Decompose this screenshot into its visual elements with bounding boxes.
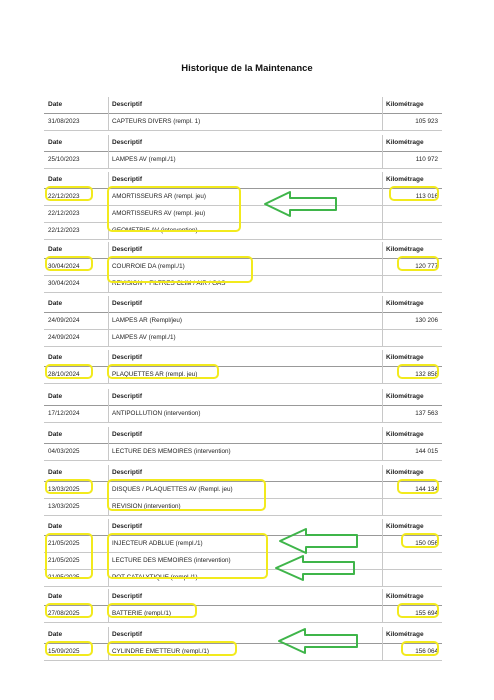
highlight-oval bbox=[45, 603, 93, 618]
column-divider bbox=[382, 389, 383, 423]
header-date: Date bbox=[48, 393, 63, 400]
highlight-oval bbox=[45, 256, 93, 271]
row-kilometrage: 150 056 bbox=[415, 540, 438, 547]
column-divider bbox=[382, 589, 383, 623]
header-kilometrage: Kilométrage bbox=[386, 393, 424, 400]
row-kilometrage: 132 858 bbox=[415, 371, 438, 378]
maintenance-block bbox=[44, 135, 442, 169]
row-kilometrage: 130 206 bbox=[415, 317, 438, 324]
column-divider bbox=[382, 519, 383, 587]
row-descriptif: LAMPES AV (rempl./1) bbox=[112, 156, 176, 163]
highlight-oval bbox=[107, 186, 241, 232]
header-descriptif: Descriptif bbox=[112, 523, 142, 530]
maintenance-block bbox=[44, 296, 442, 347]
row-kilometrage: 155 694 bbox=[415, 610, 438, 617]
column-divider bbox=[382, 427, 383, 461]
row-descriptif: DISQUES / PLAQUETTES AV (Rempl. jeu) bbox=[112, 486, 233, 493]
row-date: 22/12/2023 bbox=[48, 193, 80, 200]
column-divider bbox=[108, 296, 109, 347]
row-kilometrage: 144 015 bbox=[415, 448, 438, 455]
highlight-oval bbox=[401, 641, 439, 656]
row-date: 22/12/2023 bbox=[48, 227, 80, 234]
highlight-oval bbox=[397, 256, 439, 271]
page-title: Historique de la Maintenance bbox=[181, 63, 313, 74]
header-kilometrage: Kilométrage bbox=[386, 431, 424, 438]
column-divider bbox=[382, 135, 383, 169]
row-descriptif: ANTIPOLLUTION (intervention) bbox=[112, 410, 201, 417]
row-descriptif: COURROIE DA (rempl./1) bbox=[112, 263, 185, 270]
highlight-oval bbox=[401, 533, 439, 548]
row-descriptif: LECTURE DES MEMOIRES (intervention) bbox=[112, 448, 231, 455]
highlight-oval bbox=[45, 186, 93, 201]
row-date: 31/08/2023 bbox=[48, 118, 80, 125]
column-divider bbox=[382, 627, 383, 661]
header-date: Date bbox=[48, 300, 63, 307]
row-kilometrage: 156 064 bbox=[415, 648, 438, 655]
column-divider bbox=[382, 296, 383, 347]
row-descriptif: LAMPES AV (rempl./1) bbox=[112, 334, 176, 341]
highlight-oval bbox=[397, 603, 439, 618]
row-kilometrage: 105 923 bbox=[415, 118, 438, 125]
row-kilometrage: 110 972 bbox=[415, 156, 438, 163]
maintenance-block bbox=[44, 589, 442, 623]
highlight-oval bbox=[45, 364, 93, 379]
row-date: 28/10/2024 bbox=[48, 371, 80, 378]
row-date: 13/03/2025 bbox=[48, 486, 80, 493]
highlight-oval bbox=[107, 479, 266, 511]
header-date: Date bbox=[48, 431, 63, 438]
column-divider bbox=[108, 97, 109, 131]
header-kilometrage: Kilométrage bbox=[386, 246, 424, 253]
highlight-oval bbox=[45, 479, 93, 494]
highlight-oval bbox=[397, 479, 439, 494]
header-kilometrage: Kilométrage bbox=[386, 593, 424, 600]
row-descriptif: LAMPES AR (Rempl/jeu) bbox=[112, 317, 182, 324]
column-divider bbox=[108, 389, 109, 423]
header-kilometrage: Kilométrage bbox=[386, 354, 424, 361]
highlight-oval bbox=[45, 641, 93, 656]
header-descriptif: Descriptif bbox=[112, 631, 142, 638]
column-divider bbox=[382, 172, 383, 240]
row-date: 13/03/2025 bbox=[48, 503, 80, 510]
row-kilometrage: 137 563 bbox=[415, 410, 438, 417]
row-date: 30/04/2024 bbox=[48, 263, 80, 270]
header-kilometrage: Kilométrage bbox=[386, 139, 424, 146]
row-descriptif: AMORTISSEURS AR (rempl. jeu) bbox=[112, 193, 207, 200]
row-date: 15/09/2025 bbox=[48, 648, 80, 655]
row-descriptif: REVISION + FILTRES CLIM / AIR / GAS bbox=[112, 280, 226, 287]
row-kilometrage: 144 134 bbox=[415, 486, 438, 493]
highlight-oval bbox=[107, 256, 253, 283]
highlight-oval bbox=[107, 641, 237, 656]
highlight-oval bbox=[107, 603, 197, 618]
row-date: 17/12/2024 bbox=[48, 410, 80, 417]
header-date: Date bbox=[48, 593, 63, 600]
highlight-oval bbox=[389, 186, 439, 201]
highlight-oval bbox=[107, 533, 268, 579]
row-kilometrage: 113 016 bbox=[415, 193, 438, 200]
header-descriptif: Descriptif bbox=[112, 593, 142, 600]
row-date: 21/05/2025 bbox=[48, 540, 80, 547]
row-date: 21/05/2025 bbox=[48, 557, 80, 564]
header-descriptif: Descriptif bbox=[112, 139, 142, 146]
row-date: 25/10/2023 bbox=[48, 156, 80, 163]
row-date: 04/03/2025 bbox=[48, 448, 80, 455]
header-kilometrage: Kilométrage bbox=[386, 101, 424, 108]
row-descriptif: AMORTISSEURS AV (rempl. jeu) bbox=[112, 210, 206, 217]
header-date: Date bbox=[48, 246, 63, 253]
header-date: Date bbox=[48, 176, 63, 183]
row-descriptif: INJECTEUR ADBLUE (rempl./1) bbox=[112, 540, 203, 547]
header-descriptif: Descriptif bbox=[112, 469, 142, 476]
header-kilometrage: Kilométrage bbox=[386, 631, 424, 638]
row-descriptif: REVISION (intervention) bbox=[112, 503, 181, 510]
row-descriptif: PLAQUETTES AR (rempl. jeu) bbox=[112, 371, 198, 378]
row-descriptif: CYLINDRE EMETTEUR (rempl./1) bbox=[112, 648, 209, 655]
header-kilometrage: Kilométrage bbox=[386, 523, 424, 530]
highlight-oval bbox=[45, 533, 93, 579]
maintenance-block bbox=[44, 350, 442, 384]
row-date: 24/09/2024 bbox=[48, 317, 80, 324]
maintenance-block bbox=[44, 97, 442, 131]
highlight-oval bbox=[107, 364, 219, 379]
row-date: 21/05/2025 bbox=[48, 574, 80, 581]
header-kilometrage: Kilométrage bbox=[386, 176, 424, 183]
row-date: 22/12/2023 bbox=[48, 210, 80, 217]
column-divider bbox=[108, 135, 109, 169]
row-descriptif: GEOMETRIE AV (intervention) bbox=[112, 227, 198, 234]
row-descriptif: BATTERIE (rempl./1) bbox=[112, 610, 172, 617]
header-date: Date bbox=[48, 354, 63, 361]
row-descriptif: CAPTEURS DIVERS (rempl. 1) bbox=[112, 118, 201, 125]
row-date: 27/08/2025 bbox=[48, 610, 80, 617]
header-descriptif: Descriptif bbox=[112, 393, 142, 400]
header-date: Date bbox=[48, 469, 63, 476]
row-descriptif: POT CATALYTIQUE (rempl./1) bbox=[112, 574, 198, 581]
header-kilometrage: Kilométrage bbox=[386, 300, 424, 307]
highlight-oval bbox=[397, 364, 439, 379]
header-date: Date bbox=[48, 101, 63, 108]
row-descriptif: LECTURE DES MEMOIRES (intervention) bbox=[112, 557, 231, 564]
maintenance-block bbox=[44, 627, 442, 661]
header-descriptif: Descriptif bbox=[112, 176, 142, 183]
header-date: Date bbox=[48, 523, 63, 530]
header-descriptif: Descriptif bbox=[112, 354, 142, 361]
header-date: Date bbox=[48, 631, 63, 638]
maintenance-block bbox=[44, 389, 442, 423]
maintenance-block bbox=[44, 427, 442, 461]
header-date: Date bbox=[48, 139, 63, 146]
header-descriptif: Descriptif bbox=[112, 300, 142, 307]
maintenance-block bbox=[44, 172, 442, 240]
header-kilometrage: Kilométrage bbox=[386, 469, 424, 476]
header-descriptif: Descriptif bbox=[112, 431, 142, 438]
column-divider bbox=[382, 242, 383, 293]
column-divider bbox=[382, 97, 383, 131]
row-kilometrage: 120 777 bbox=[415, 263, 438, 270]
header-descriptif: Descriptif bbox=[112, 101, 142, 108]
column-divider bbox=[382, 350, 383, 384]
row-date: 30/04/2024 bbox=[48, 280, 80, 287]
row-date: 24/09/2024 bbox=[48, 334, 80, 341]
header-descriptif: Descriptif bbox=[112, 246, 142, 253]
column-divider bbox=[108, 427, 109, 461]
column-divider bbox=[382, 465, 383, 516]
